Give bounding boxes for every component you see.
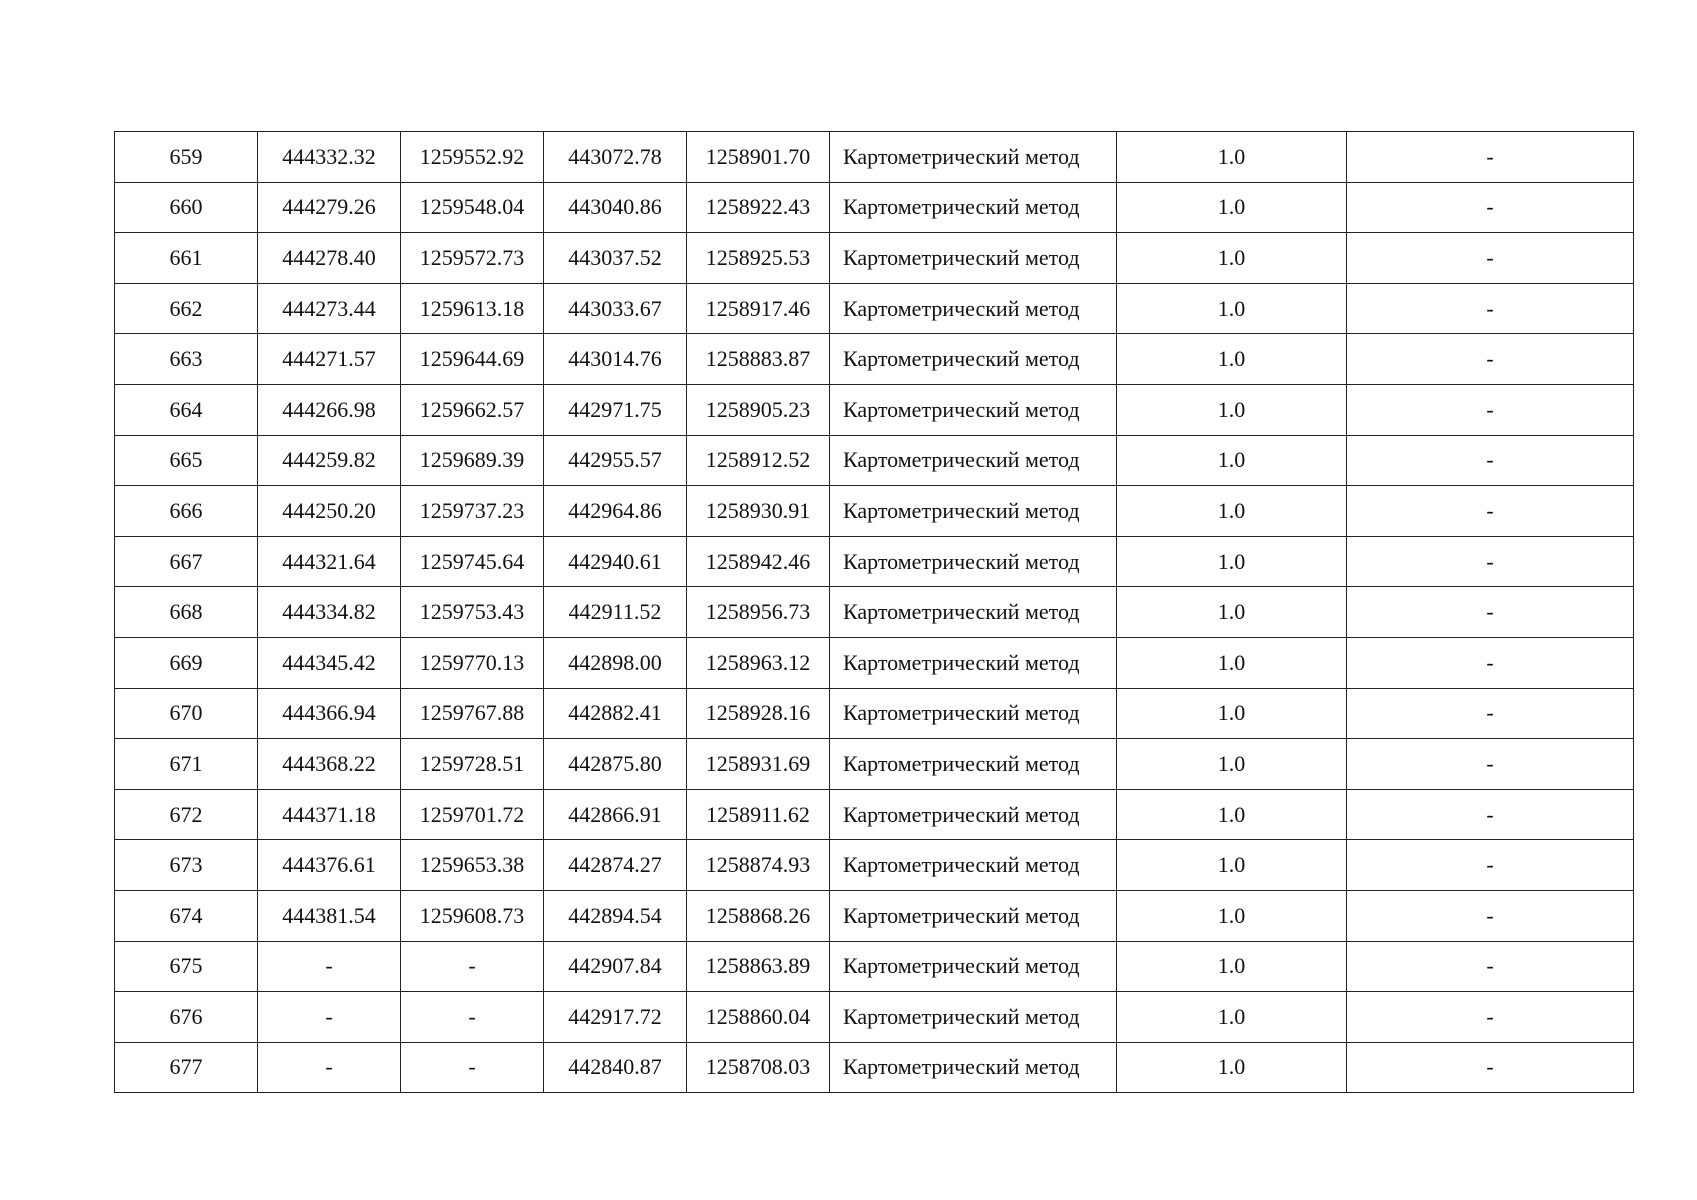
x-new-cell: 442940.61 (544, 536, 687, 587)
x-existing-cell: 444271.57 (258, 334, 401, 385)
y-existing-cell: 1259662.57 (401, 384, 544, 435)
accuracy-cell: 1.0 (1117, 1042, 1347, 1093)
accuracy-cell: 1.0 (1117, 992, 1347, 1043)
note-cell: - (1347, 587, 1634, 638)
note-cell: - (1347, 992, 1634, 1043)
point-number-cell: 662 (115, 283, 258, 334)
point-number-cell: 666 (115, 486, 258, 537)
table-row (115, 334, 1634, 385)
x-existing-cell: 444273.44 (258, 283, 401, 334)
point-number-cell: 677 (115, 1042, 258, 1093)
y-existing-cell: - (401, 992, 544, 1043)
x-existing-cell: 444266.98 (258, 384, 401, 435)
point-number-cell: 672 (115, 789, 258, 840)
x-new-cell: 442971.75 (544, 384, 687, 435)
y-new-cell: 1258956.73 (687, 587, 830, 638)
y-new-cell: 1258963.12 (687, 637, 830, 688)
accuracy-cell: 1.0 (1117, 688, 1347, 739)
method-cell: Картометрический метод (830, 233, 1117, 284)
table-row (115, 435, 1634, 486)
point-number-cell: 670 (115, 688, 258, 739)
note-cell: - (1347, 1042, 1634, 1093)
note-cell: - (1347, 182, 1634, 233)
accuracy-cell: 1.0 (1117, 840, 1347, 891)
table-row (115, 941, 1634, 992)
x-new-cell: 443072.78 (544, 132, 687, 183)
table-row (115, 890, 1634, 941)
y-existing-cell: - (401, 941, 544, 992)
point-number-cell: 671 (115, 739, 258, 790)
method-cell: Картометрический метод (830, 132, 1117, 183)
x-existing-cell: 444279.26 (258, 182, 401, 233)
method-cell: Картометрический метод (830, 890, 1117, 941)
x-new-cell: 442898.00 (544, 637, 687, 688)
table-row (115, 536, 1634, 587)
y-new-cell: 1258905.23 (687, 384, 830, 435)
y-new-cell: 1258901.70 (687, 132, 830, 183)
x-new-cell: 442882.41 (544, 688, 687, 739)
y-existing-cell: 1259689.39 (401, 435, 544, 486)
x-new-cell: 442917.72 (544, 992, 687, 1043)
table-row (115, 688, 1634, 739)
x-existing-cell: - (258, 941, 401, 992)
y-new-cell: 1258874.93 (687, 840, 830, 891)
y-existing-cell: 1259745.64 (401, 536, 544, 587)
y-new-cell: 1258917.46 (687, 283, 830, 334)
y-existing-cell: 1259770.13 (401, 637, 544, 688)
note-cell: - (1347, 435, 1634, 486)
x-existing-cell: - (258, 1042, 401, 1093)
x-new-cell: 443037.52 (544, 233, 687, 284)
x-existing-cell: 444381.54 (258, 890, 401, 941)
y-existing-cell: - (401, 1042, 544, 1093)
method-cell: Картометрический метод (830, 486, 1117, 537)
note-cell: - (1347, 890, 1634, 941)
y-existing-cell: 1259728.51 (401, 739, 544, 790)
y-existing-cell: 1259653.38 (401, 840, 544, 891)
x-new-cell: 442907.84 (544, 941, 687, 992)
y-existing-cell: 1259608.73 (401, 890, 544, 941)
x-existing-cell: 444321.64 (258, 536, 401, 587)
note-cell: - (1347, 789, 1634, 840)
accuracy-cell: 1.0 (1117, 789, 1347, 840)
x-new-cell: 442894.54 (544, 890, 687, 941)
y-existing-cell: 1259644.69 (401, 334, 544, 385)
point-number-cell: 660 (115, 182, 258, 233)
x-existing-cell: 444345.42 (258, 637, 401, 688)
x-existing-cell: 444371.18 (258, 789, 401, 840)
table-row (115, 486, 1634, 537)
y-new-cell: 1258942.46 (687, 536, 830, 587)
y-new-cell: 1258911.62 (687, 789, 830, 840)
note-cell: - (1347, 637, 1634, 688)
x-existing-cell: 444334.82 (258, 587, 401, 638)
method-cell: Картометрический метод (830, 941, 1117, 992)
x-new-cell: 442840.87 (544, 1042, 687, 1093)
accuracy-cell: 1.0 (1117, 283, 1347, 334)
point-number-cell: 659 (115, 132, 258, 183)
x-new-cell: 442875.80 (544, 739, 687, 790)
point-number-cell: 676 (115, 992, 258, 1043)
method-cell: Картометрический метод (830, 182, 1117, 233)
x-new-cell: 443014.76 (544, 334, 687, 385)
point-number-cell: 664 (115, 384, 258, 435)
coordinates-table (114, 131, 1634, 1093)
method-cell: Картометрический метод (830, 739, 1117, 790)
accuracy-cell: 1.0 (1117, 637, 1347, 688)
table-row (115, 587, 1634, 638)
method-cell: Картометрический метод (830, 536, 1117, 587)
note-cell: - (1347, 233, 1634, 284)
y-new-cell: 1258912.52 (687, 435, 830, 486)
y-new-cell: 1258928.16 (687, 688, 830, 739)
y-new-cell: 1258931.69 (687, 739, 830, 790)
accuracy-cell: 1.0 (1117, 182, 1347, 233)
accuracy-cell: 1.0 (1117, 486, 1347, 537)
point-number-cell: 661 (115, 233, 258, 284)
table-row (115, 1042, 1634, 1093)
x-existing-cell: 444278.40 (258, 233, 401, 284)
method-cell: Картометрический метод (830, 384, 1117, 435)
point-number-cell: 668 (115, 587, 258, 638)
method-cell: Картометрический метод (830, 283, 1117, 334)
accuracy-cell: 1.0 (1117, 739, 1347, 790)
note-cell: - (1347, 334, 1634, 385)
y-existing-cell: 1259767.88 (401, 688, 544, 739)
table-row (115, 840, 1634, 891)
accuracy-cell: 1.0 (1117, 132, 1347, 183)
table-row (115, 182, 1634, 233)
x-existing-cell: 444366.94 (258, 688, 401, 739)
x-new-cell: 442866.91 (544, 789, 687, 840)
y-new-cell: 1258868.26 (687, 890, 830, 941)
x-existing-cell: 444368.22 (258, 739, 401, 790)
y-new-cell: 1258922.43 (687, 182, 830, 233)
note-cell: - (1347, 384, 1634, 435)
point-number-cell: 675 (115, 941, 258, 992)
accuracy-cell: 1.0 (1117, 435, 1347, 486)
y-existing-cell: 1259753.43 (401, 587, 544, 638)
x-new-cell: 443033.67 (544, 283, 687, 334)
method-cell: Картометрический метод (830, 688, 1117, 739)
y-existing-cell: 1259701.72 (401, 789, 544, 840)
table-row (115, 992, 1634, 1043)
table-row (115, 132, 1634, 183)
method-cell: Картометрический метод (830, 789, 1117, 840)
table-row (115, 739, 1634, 790)
point-number-cell: 665 (115, 435, 258, 486)
point-number-cell: 667 (115, 536, 258, 587)
note-cell: - (1347, 536, 1634, 587)
accuracy-cell: 1.0 (1117, 233, 1347, 284)
y-new-cell: 1258860.04 (687, 992, 830, 1043)
table-body (115, 132, 1634, 1093)
y-new-cell: 1258883.87 (687, 334, 830, 385)
x-existing-cell: 444250.20 (258, 486, 401, 537)
y-new-cell: 1258708.03 (687, 1042, 830, 1093)
accuracy-cell: 1.0 (1117, 334, 1347, 385)
method-cell: Картометрический метод (830, 992, 1117, 1043)
accuracy-cell: 1.0 (1117, 384, 1347, 435)
accuracy-cell: 1.0 (1117, 890, 1347, 941)
point-number-cell: 674 (115, 890, 258, 941)
x-new-cell: 443040.86 (544, 182, 687, 233)
y-existing-cell: 1259572.73 (401, 233, 544, 284)
table-row (115, 789, 1634, 840)
x-existing-cell: - (258, 992, 401, 1043)
y-existing-cell: 1259613.18 (401, 283, 544, 334)
point-number-cell: 669 (115, 637, 258, 688)
note-cell: - (1347, 739, 1634, 790)
note-cell: - (1347, 283, 1634, 334)
note-cell: - (1347, 688, 1634, 739)
note-cell: - (1347, 840, 1634, 891)
note-cell: - (1347, 132, 1634, 183)
y-new-cell: 1258925.53 (687, 233, 830, 284)
table-row (115, 233, 1634, 284)
method-cell: Картометрический метод (830, 587, 1117, 638)
table-row (115, 384, 1634, 435)
x-new-cell: 442955.57 (544, 435, 687, 486)
x-existing-cell: 444259.82 (258, 435, 401, 486)
accuracy-cell: 1.0 (1117, 587, 1347, 638)
method-cell: Картометрический метод (830, 840, 1117, 891)
method-cell: Картометрический метод (830, 435, 1117, 486)
method-cell: Картометрический метод (830, 637, 1117, 688)
note-cell: - (1347, 486, 1634, 537)
accuracy-cell: 1.0 (1117, 941, 1347, 992)
y-new-cell: 1258863.89 (687, 941, 830, 992)
y-existing-cell: 1259548.04 (401, 182, 544, 233)
table-row (115, 283, 1634, 334)
x-new-cell: 442874.27 (544, 840, 687, 891)
x-existing-cell: 444332.32 (258, 132, 401, 183)
accuracy-cell: 1.0 (1117, 536, 1347, 587)
x-new-cell: 442911.52 (544, 587, 687, 638)
note-cell: - (1347, 941, 1634, 992)
point-number-cell: 663 (115, 334, 258, 385)
point-number-cell: 673 (115, 840, 258, 891)
y-new-cell: 1258930.91 (687, 486, 830, 537)
table-row (115, 637, 1634, 688)
y-existing-cell: 1259552.92 (401, 132, 544, 183)
method-cell: Картометрический метод (830, 334, 1117, 385)
x-new-cell: 442964.86 (544, 486, 687, 537)
method-cell: Картометрический метод (830, 1042, 1117, 1093)
x-existing-cell: 444376.61 (258, 840, 401, 891)
y-existing-cell: 1259737.23 (401, 486, 544, 537)
